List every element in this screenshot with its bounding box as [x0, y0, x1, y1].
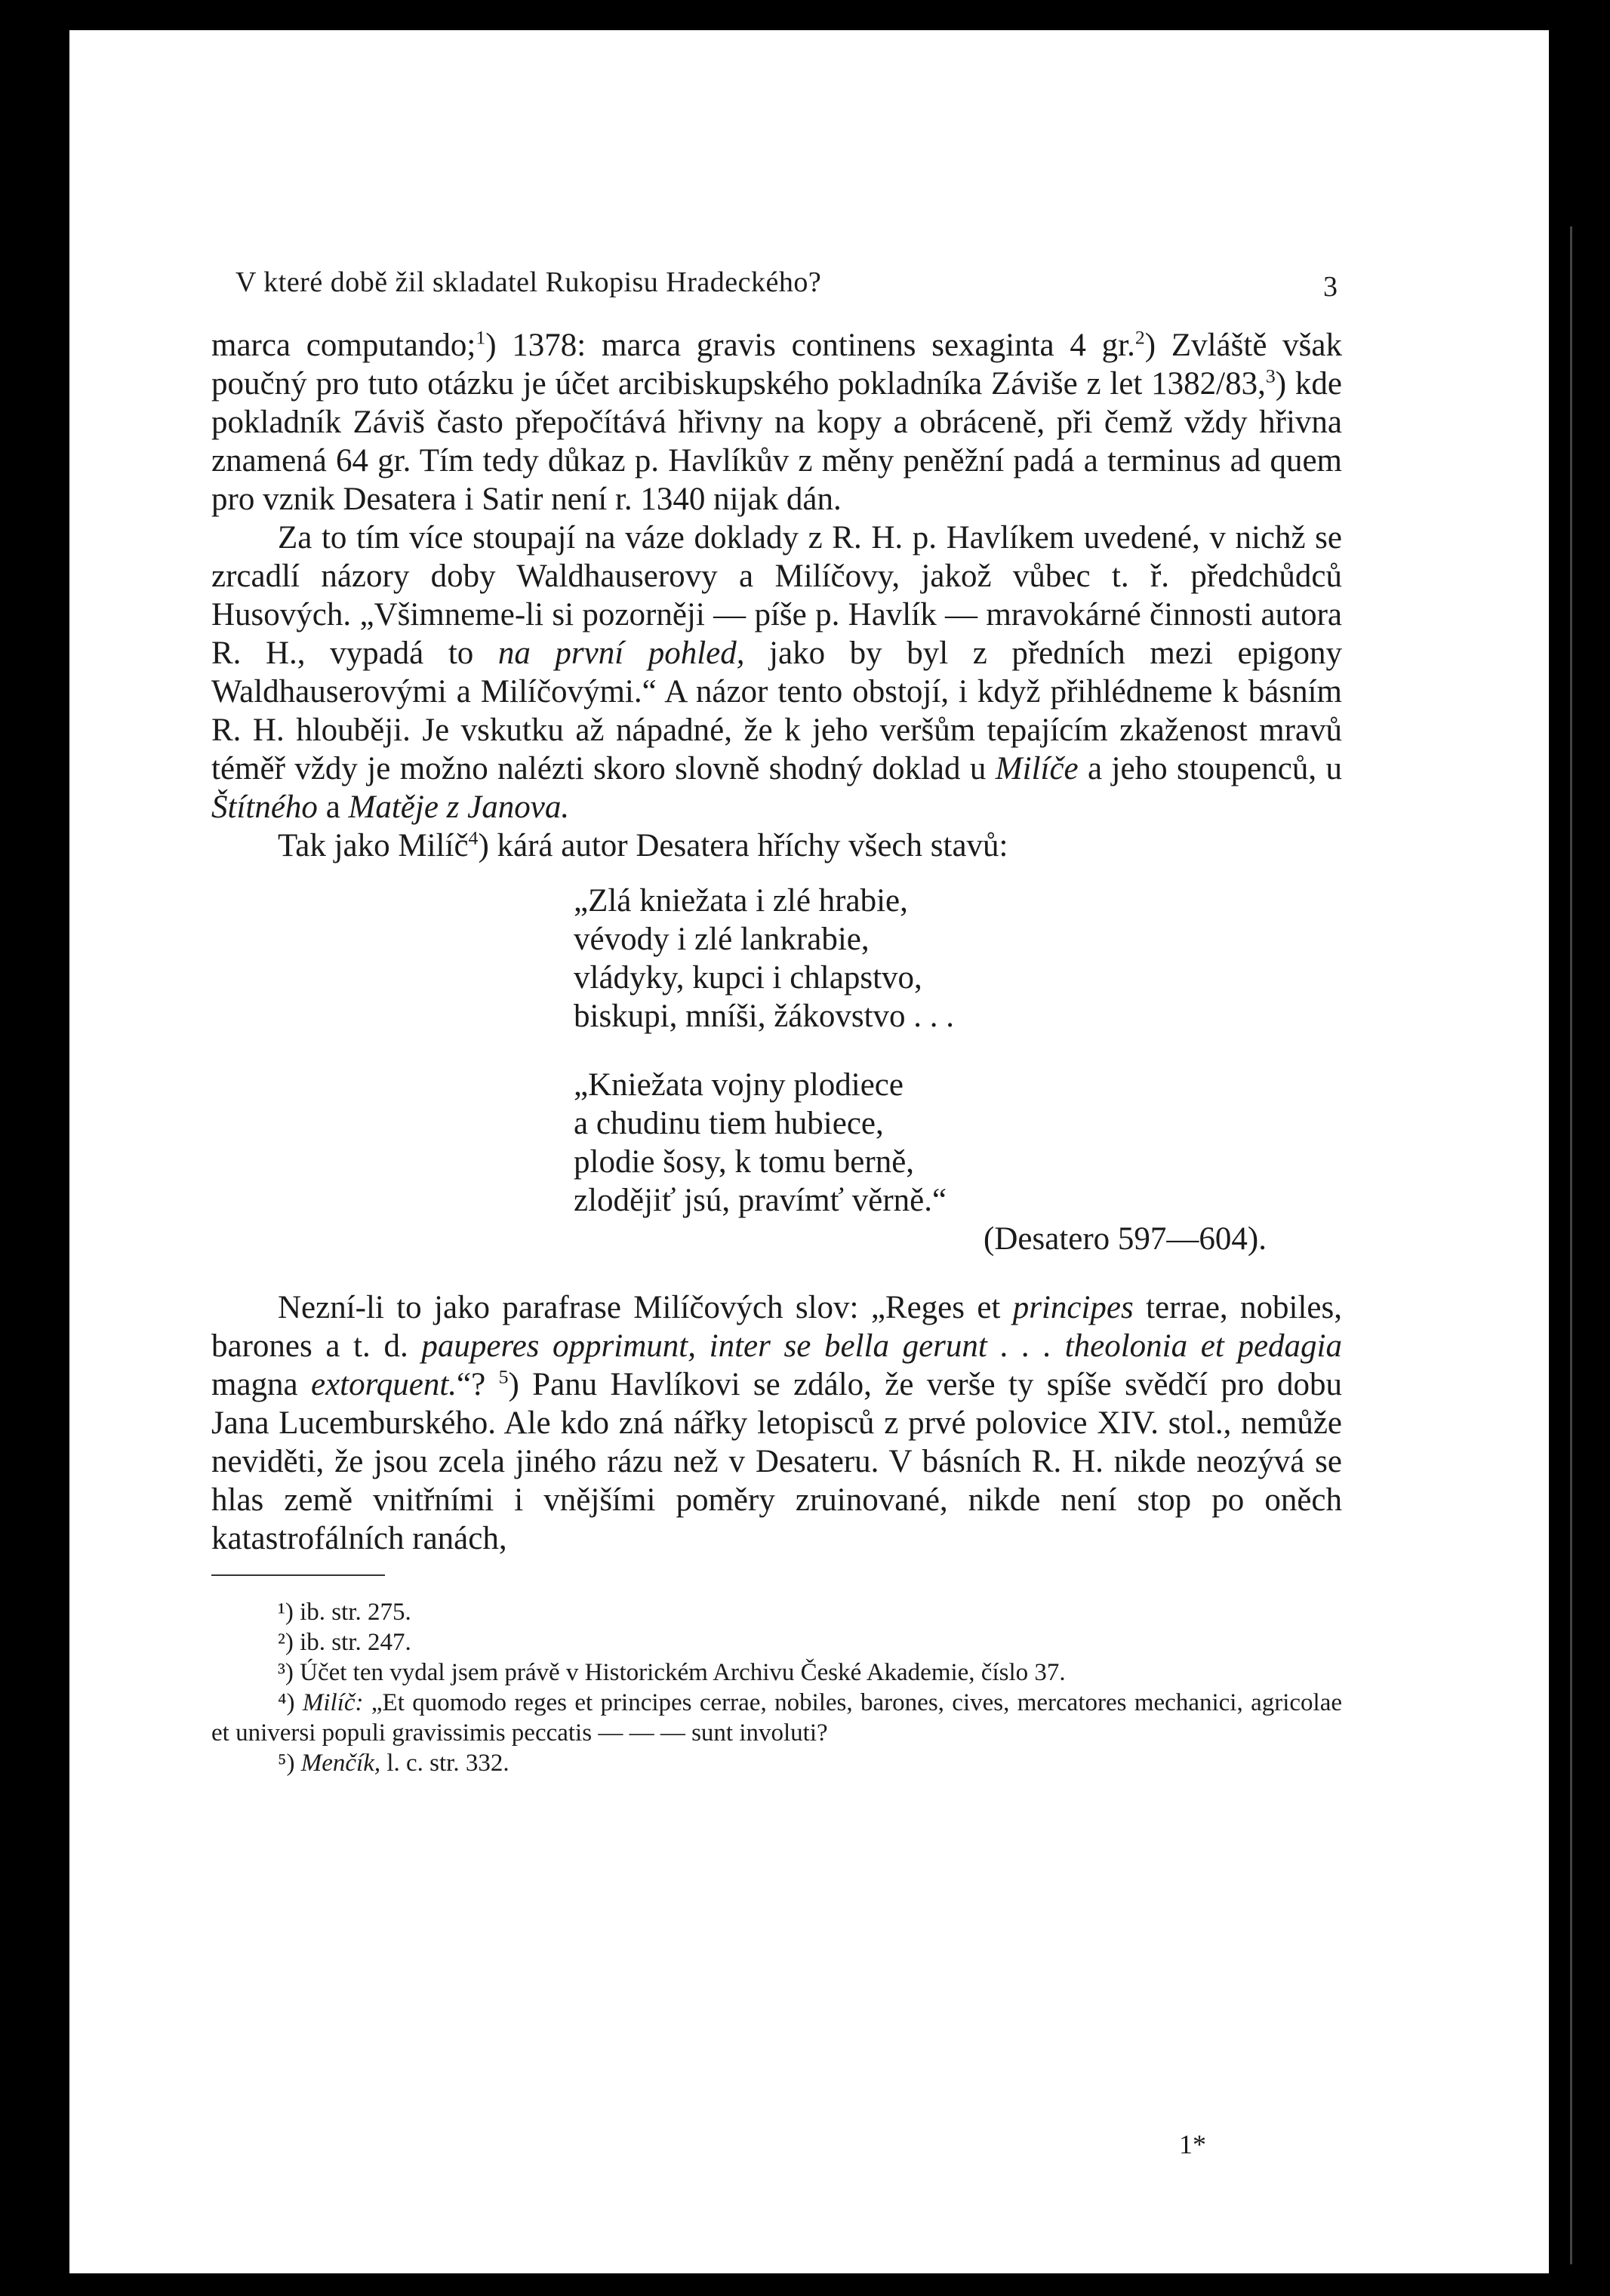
text-run: ⁵)	[278, 1750, 301, 1777]
paragraph-3	[211, 826, 1342, 865]
running-title: V které době žil skladatel Rukopisu Hradeckého?	[235, 266, 822, 298]
verse-line: biskupi, mníši, žákovstvo . . .	[574, 999, 955, 1034]
text-run: jako by byl z předních mezi epigony Waldhauserovými a Milíčovými.“ A názor tento obstojí, i když přihlédneme k básním R. H. hlouběji. Je vskutku až nápadné, že k jeho veršům tepajícím zkaženost mravů téměř vždy je možno nalézti skoro slovně shodný doklad u	[211, 636, 1342, 786]
text-run: „Et quomodo reges et principes cerrae, nobiles, barones, cives, mercatores mechanici, agricolae et universi populi gravissimis peccatis — — — sunt involuti?	[211, 1689, 1343, 1747]
text-run: marca computando;	[211, 328, 476, 363]
footnote-divider	[211, 1574, 385, 1576]
text-run: “?	[457, 1367, 499, 1402]
verse-line: plodie šosy, k tomu berně,	[574, 1144, 915, 1180]
footnote-ref-4: 4	[468, 826, 479, 849]
text-run: Za to tím více stoupají na váze doklady z R. H. p. Havlíkem uvedené, v nichž se zrcadlí názory doby Waldhauserovy a Milíčovy, jakož vůbec t. ř. předchůdců Husových. „Všimneme-li si pozorněji — píše p. Havlík — mravokárné činnosti autora R. H., vypadá to	[211, 520, 1342, 671]
footnote-ref-3: 3	[1265, 365, 1276, 387]
paragraph-4	[211, 1288, 1342, 1558]
verse-line: zlodějiť jsú, pravímť věrně.“	[574, 1183, 947, 1218]
stanza-2	[574, 1066, 1342, 1220]
text-run: ) Panu Havlíkovi se zdálo, že verše ty spíše svědčí pro dobu Jana Lucemburského. Ale kdo zná nářky letopisců z prvé polovice XIV. stol., nemůže neviděti, že jsou zcela jiného rázu než v Desateru. V básních R. H. nikde neozývá se hlas země vnitřními i vnějšími poměry zruinované, nikde není stop po oněch katastrofálních ranách,	[211, 1367, 1343, 1556]
footnote-5	[211, 1748, 1342, 1778]
text-run: l. c. str. 332.	[380, 1750, 509, 1777]
verse-line: a chudinu tiem hubiece,	[574, 1106, 884, 1141]
italic-run: pauperes opprimunt, inter se bella gerunt . . . theolonia et pedagia	[421, 1328, 1342, 1364]
text-run: ) kde pokladník Záviš často přepočítává hřivny na kopy a obráceně, při čemž vždy hřivna znamená 64 gr. Tím tedy důkaz p. Havlíkův z měny peněžní padá a terminus ad quem pro vznik Desatera i Satir není r. 1340 nijak dán.	[211, 366, 1342, 517]
paragraph-2	[211, 519, 1342, 826]
italic-run: Milíče	[995, 751, 1079, 786]
footnote-1: ¹) ib. str. 275.	[278, 1599, 411, 1626]
italic-run: na první pohled,	[497, 636, 745, 671]
poem-citation: (Desatero 597—604).	[984, 1221, 1267, 1257]
verse-line: „Zlá kniežata i zlé hrabie,	[574, 883, 908, 919]
verse-line: „Kniežata vojny plodiece	[574, 1067, 904, 1103]
footnotes	[211, 1597, 1342, 1778]
text-run: ) Zvláště však poučný pro tuto otázku je účet arcibiskupského pokladníka Záviše z let 1382/83,	[211, 328, 1342, 402]
page-number: 3	[1323, 271, 1338, 303]
text-run: Nezní-li to jako parafrase Milíčových slov: „Reges et	[278, 1290, 1013, 1325]
footnote-ref-2: 2	[1134, 326, 1145, 349]
scan-edge	[1570, 226, 1572, 2264]
italic-run: principes	[1012, 1290, 1134, 1325]
stanza-1	[574, 882, 1342, 1036]
text-run: ⁴)	[278, 1689, 303, 1716]
text-run: a	[317, 789, 349, 825]
text-run: a jeho stoupenců, u	[1078, 751, 1342, 786]
italic-run: extorquent.	[310, 1367, 457, 1402]
running-header	[235, 266, 1338, 303]
text-run: terrae, nobiles, barones a t. d.	[211, 1290, 1342, 1364]
footnote-3: ³) Účet ten vydal jsem právě v Historickém Archivu České Akademie, číslo 37.	[278, 1659, 1066, 1686]
footnote-ref-5: 5	[498, 1365, 509, 1388]
text-run: magna	[211, 1367, 311, 1402]
italic-run: Matěje z Janova.	[348, 789, 570, 825]
verse-line: vévody i zlé lankrabie,	[574, 922, 870, 957]
italic-run: Štítného	[211, 789, 318, 825]
text-run: ) kárá autor Desatera hříchy všech stavů:	[478, 828, 1008, 863]
footnote-2: ²) ib. str. 247.	[278, 1629, 411, 1656]
text-run: Tak jako Milíč	[278, 828, 469, 863]
printer-signature: 1*	[1179, 2129, 1206, 2159]
paragraph-1	[211, 326, 1342, 519]
italic-run: Menčík,	[300, 1750, 381, 1777]
verse-line: vládyky, kupci i chlapstvo,	[574, 960, 922, 996]
body-text	[211, 326, 1342, 1778]
text-run: ) 1378: marca gravis continens sexaginta 4 gr.	[485, 328, 1135, 363]
book-page	[69, 30, 1549, 2273]
italic-run: Milíč:	[302, 1689, 364, 1716]
footnote-4	[211, 1688, 1342, 1748]
footnote-ref-1: 1	[476, 326, 486, 349]
poem-quote	[574, 882, 1342, 1258]
